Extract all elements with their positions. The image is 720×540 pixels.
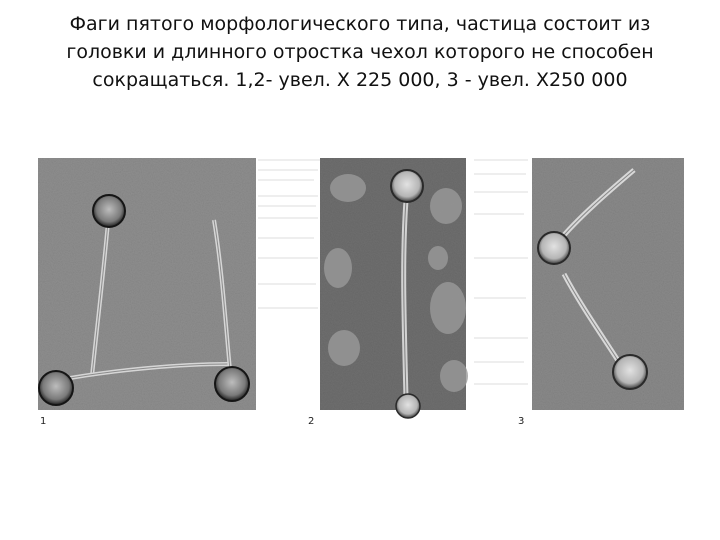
slide-title: Фаги пятого морфологического типа, частица состоит из головки и длинного отростка чехол которого не способен сокращаться. 1,2- увел. Х 225 000, 3 - увел. Х250 000 <box>66 13 654 91</box>
panel-number-1: 1 <box>40 416 47 427</box>
micrograph-figure <box>18 148 702 438</box>
panel-number-3: 3 <box>518 416 525 427</box>
panel-number-2: 2 <box>308 416 315 427</box>
micrograph-panel-2 <box>308 158 468 427</box>
micrograph-panel-1 <box>38 158 256 427</box>
micrograph-panel-3 <box>518 158 684 427</box>
